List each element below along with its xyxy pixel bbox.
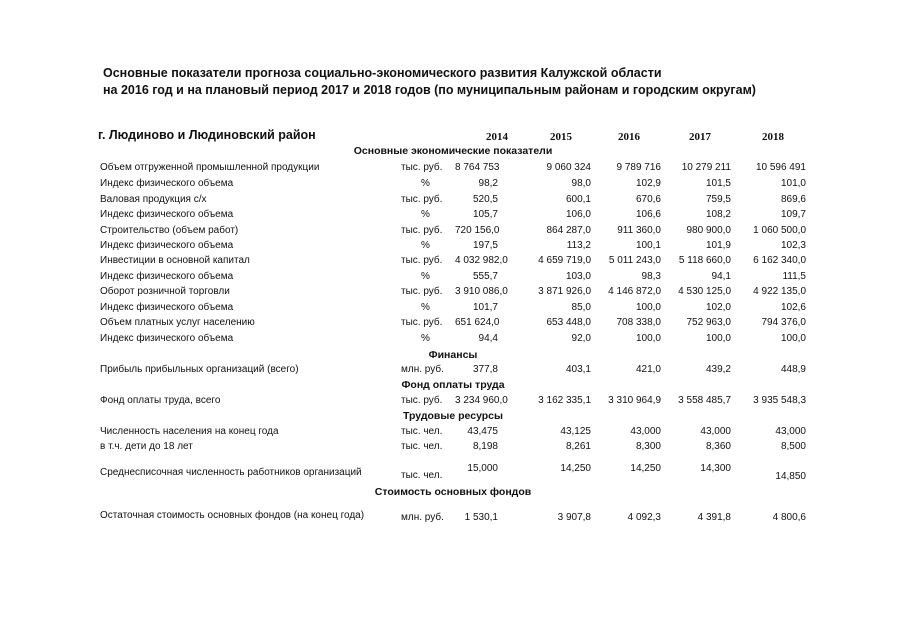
cell-2014: 1 530,1 bbox=[464, 512, 498, 523]
cell-2017: 752 963,0 bbox=[686, 317, 731, 328]
cell-2018: 100,0 bbox=[780, 333, 806, 344]
cell-2014: 720 156,0 bbox=[455, 225, 500, 236]
year-header-2018: 2018 bbox=[762, 131, 784, 143]
cell-2015: 113,2 bbox=[566, 240, 591, 251]
cell-2015: 3 162 335,1 bbox=[538, 395, 591, 406]
table-row bbox=[0, 333, 905, 347]
cell-2018: 10 596 491 bbox=[755, 162, 806, 173]
section-header: Основные экономические показатели bbox=[353, 145, 553, 157]
cell-2016: 421,0 bbox=[635, 364, 661, 375]
cell-2015: 92,0 bbox=[571, 333, 591, 344]
cell-2014: 520,5 bbox=[472, 194, 498, 205]
cell-2016: 4 092,3 bbox=[627, 512, 661, 523]
cell-2015: 4 659 719,0 bbox=[538, 255, 591, 266]
cell-2017: 102,0 bbox=[705, 302, 731, 313]
cell-2017: 43,000 bbox=[700, 426, 731, 437]
cell-2015: 3 907,8 bbox=[557, 512, 591, 523]
cell-2015: 8,261 bbox=[565, 441, 591, 452]
cell-2016: 100,0 bbox=[635, 302, 661, 313]
cell-2015: 403,1 bbox=[565, 364, 591, 375]
cell-2018: 111,5 bbox=[782, 271, 806, 282]
cell-2016: 670,6 bbox=[635, 194, 661, 205]
cell-2016: 911 360,0 bbox=[617, 225, 661, 236]
cell-2018: 1 060 500,0 bbox=[753, 225, 806, 236]
cell-2015: 9 060 324 bbox=[546, 162, 591, 173]
cell-2015: 85,0 bbox=[571, 302, 591, 313]
cell-2014: 377,8 bbox=[472, 364, 498, 375]
table-row bbox=[0, 510, 905, 524]
row-label: Инвестиции в основной капитал bbox=[100, 255, 250, 266]
cell-2016: 5 011 243,0 bbox=[608, 255, 661, 266]
cell-2018: 14,850 bbox=[775, 471, 806, 482]
cell-2017: 4 530 125,0 bbox=[678, 286, 731, 297]
row-unit: % bbox=[421, 209, 430, 220]
cell-2018: 102,6 bbox=[780, 302, 806, 313]
table-row bbox=[0, 364, 905, 378]
table-row bbox=[0, 302, 905, 316]
table-row bbox=[0, 225, 905, 239]
table-row bbox=[0, 209, 905, 223]
table-row bbox=[0, 194, 905, 208]
cell-2014: 197,5 bbox=[472, 240, 498, 251]
row-label: Фонд оплаты труда, всего bbox=[100, 395, 221, 406]
table-row bbox=[0, 178, 905, 192]
year-header-2017: 2017 bbox=[689, 131, 711, 143]
cell-2016: 708 338,0 bbox=[616, 317, 661, 328]
row-label: Прибыль прибыльных организаций (всего) bbox=[100, 364, 299, 375]
cell-2014: 105,7 bbox=[472, 209, 498, 220]
table-row bbox=[0, 426, 905, 440]
table-row bbox=[0, 271, 905, 285]
row-label: Индекс физического объема bbox=[100, 240, 234, 251]
table-row bbox=[0, 317, 905, 331]
row-label: Среднесписочная численность работников организаций bbox=[100, 467, 362, 478]
cell-2015: 106,0 bbox=[565, 209, 591, 220]
cell-2018: 4 922 135,0 bbox=[753, 286, 806, 297]
row-label: в т.ч. дети до 18 лет bbox=[100, 441, 193, 452]
cell-2016: 14,250 bbox=[630, 463, 661, 474]
cell-2015: 103,0 bbox=[565, 271, 591, 282]
row-unit: тыс. руб. bbox=[401, 317, 443, 328]
row-unit: % bbox=[421, 178, 430, 189]
section-header: Фонд оплаты труда bbox=[401, 379, 505, 391]
section-header: Стоимость основных фондов bbox=[374, 486, 532, 498]
row-unit: % bbox=[421, 302, 430, 313]
cell-2018: 3 935 548,3 bbox=[753, 395, 806, 406]
cell-2018: 43,000 bbox=[775, 426, 806, 437]
row-unit: тыс. руб. bbox=[401, 162, 443, 173]
cell-2014: 94,4 bbox=[478, 333, 498, 344]
row-label: Валовая продукция с/х bbox=[100, 194, 207, 205]
cell-2015: 98,0 bbox=[571, 178, 591, 189]
cell-2017: 759,5 bbox=[705, 194, 731, 205]
row-label: Объем платных услуг населению bbox=[100, 317, 255, 328]
row-unit: тыс. руб. bbox=[401, 255, 443, 266]
cell-2018: 794 376,0 bbox=[761, 317, 806, 328]
cell-2016: 4 146 872,0 bbox=[608, 286, 661, 297]
cell-2017: 3 558 485,7 bbox=[678, 395, 731, 406]
cell-2015: 43,125 bbox=[560, 426, 591, 437]
year-header-2015: 2015 bbox=[550, 131, 572, 143]
cell-2016: 98,3 bbox=[641, 271, 661, 282]
row-label: Индекс физического объема bbox=[100, 302, 234, 313]
cell-2017: 101,9 bbox=[705, 240, 731, 251]
section-header: Финансы bbox=[428, 349, 478, 361]
row-unit: тыс. руб. bbox=[401, 194, 443, 205]
row-unit: % bbox=[421, 240, 430, 251]
section-header: Трудовые ресурсы bbox=[402, 410, 503, 422]
cell-2016: 43,000 bbox=[630, 426, 661, 437]
cell-2018: 102,3 bbox=[780, 240, 806, 251]
row-unit: % bbox=[421, 333, 430, 344]
row-label: Строительство (объем работ) bbox=[100, 225, 239, 236]
cell-2015: 600,1 bbox=[565, 194, 591, 205]
year-header-2014: 2014 bbox=[486, 131, 508, 143]
cell-2017: 980 900,0 bbox=[686, 225, 731, 236]
cell-2014: 15,000 bbox=[467, 463, 498, 474]
cell-2017: 10 279 211 bbox=[681, 162, 731, 173]
row-label: Индекс физического объема bbox=[100, 178, 234, 189]
cell-2014: 651 624,0 bbox=[455, 317, 500, 328]
cell-2016: 3 310 964,9 bbox=[608, 395, 661, 406]
cell-2017: 8,360 bbox=[705, 441, 731, 452]
cell-2014: 3 234 960,0 bbox=[455, 395, 508, 406]
cell-2014: 3 910 086,0 bbox=[455, 286, 508, 297]
cell-2014: 98,2 bbox=[478, 178, 498, 189]
page-title-line-2: на 2016 год и на плановый период 2017 и 2018 годов (по муниципальным районам и городским округам) bbox=[103, 83, 756, 97]
cell-2014: 4 032 982,0 bbox=[455, 255, 508, 266]
row-label: Остаточная стоимость основных фондов (на конец года) bbox=[100, 510, 365, 521]
cell-2016: 9 789 716 bbox=[616, 162, 661, 173]
cell-2017: 100,0 bbox=[705, 333, 731, 344]
cell-2016: 100,0 bbox=[635, 333, 661, 344]
cell-2018: 448,9 bbox=[780, 364, 806, 375]
row-label: Численность населения на конец года bbox=[100, 426, 279, 437]
table-row bbox=[0, 286, 905, 300]
row-unit: млн. руб. bbox=[401, 512, 444, 523]
cell-2017: 4 391,8 bbox=[697, 512, 731, 523]
cell-2016: 106,6 bbox=[635, 209, 661, 220]
table-row bbox=[0, 162, 905, 176]
cell-2018: 6 162 340,0 bbox=[753, 255, 806, 266]
table-row bbox=[0, 240, 905, 254]
cell-2016: 100,1 bbox=[635, 240, 661, 251]
cell-2014: 8,198 bbox=[472, 441, 498, 452]
row-unit: тыс. чел. bbox=[401, 441, 443, 452]
row-label: Индекс физического объема bbox=[100, 271, 234, 282]
table-row bbox=[0, 441, 905, 455]
cell-2017: 101,5 bbox=[705, 178, 731, 189]
cell-2014: 101,7 bbox=[472, 302, 498, 313]
row-unit: тыс. руб. bbox=[401, 225, 443, 236]
cell-2014: 555,7 bbox=[472, 271, 498, 282]
row-label: Оборот розничной торговли bbox=[100, 286, 230, 297]
row-label: Объем отгруженной промышленной продукции bbox=[100, 162, 320, 173]
cell-2015: 14,250 bbox=[560, 463, 591, 474]
cell-2015: 864 287,0 bbox=[546, 225, 591, 236]
table-row bbox=[0, 463, 905, 482]
cell-2017: 108,2 bbox=[705, 209, 731, 220]
cell-2015: 653 448,0 bbox=[546, 317, 591, 328]
year-header-2016: 2016 bbox=[618, 131, 640, 143]
cell-2017: 14,300 bbox=[700, 463, 731, 474]
page-title-line-1: Основные показатели прогноза социально-экономического развития Калужской области bbox=[103, 66, 662, 80]
cell-2017: 94,1 bbox=[711, 271, 731, 282]
cell-2018: 101,0 bbox=[780, 178, 806, 189]
cell-2018: 8,500 bbox=[780, 441, 806, 452]
region-name: г. Людиново и Людиновский район bbox=[98, 128, 316, 142]
cell-2016: 8,300 bbox=[635, 441, 661, 452]
row-label: Индекс физического объема bbox=[100, 333, 234, 344]
table-row bbox=[0, 255, 905, 269]
row-unit: тыс. руб. bbox=[401, 395, 443, 406]
row-label: Индекс физического объема bbox=[100, 209, 234, 220]
row-unit: тыс. чел. bbox=[401, 470, 443, 481]
cell-2014: 8 764 753 bbox=[455, 162, 500, 173]
cell-2018: 869,6 bbox=[780, 194, 806, 205]
row-unit: % bbox=[421, 271, 430, 282]
cell-2018: 4 800,6 bbox=[772, 512, 806, 523]
cell-2018: 109,7 bbox=[780, 209, 806, 220]
cell-2015: 3 871 926,0 bbox=[538, 286, 591, 297]
cell-2016: 102,9 bbox=[635, 178, 661, 189]
row-unit: тыс. руб. bbox=[401, 286, 443, 297]
row-unit: тыс. чел. bbox=[401, 426, 443, 437]
row-unit: млн. руб. bbox=[401, 364, 444, 375]
cell-2017: 5 118 660,0 bbox=[678, 255, 731, 266]
cell-2014: 43,475 bbox=[467, 426, 498, 437]
table-row bbox=[0, 395, 905, 409]
cell-2017: 439,2 bbox=[705, 364, 731, 375]
